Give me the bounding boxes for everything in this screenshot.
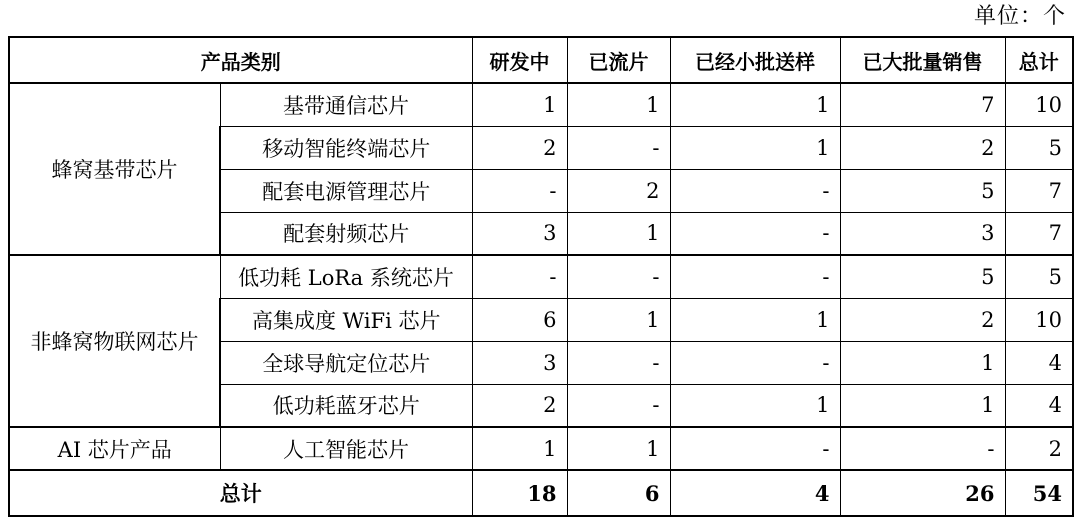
table-row — [9, 427, 1073, 470]
cell-mass-sales: 1 — [840, 384, 1005, 427]
total-row — [9, 470, 1073, 516]
group-name: 非蜂窝物联网芯片 — [9, 255, 220, 427]
cell-small-batch: - — [670, 255, 840, 298]
cell-in-development: - — [472, 255, 567, 298]
cell-mass-sales: 7 — [840, 83, 1005, 126]
cell-mass-sales: - — [840, 427, 1005, 470]
cell-in-development: 2 — [472, 126, 567, 169]
total-label: 总计 — [9, 470, 472, 516]
cell-total: 10 — [1005, 298, 1073, 341]
cell-taped-out: - — [567, 341, 670, 384]
unit-label: 单位：个 — [973, 4, 1066, 29]
product-name: 高集成度 WiFi 芯片 — [220, 298, 472, 341]
table-row — [9, 83, 1073, 126]
cell-in-development: - — [472, 169, 567, 212]
cell-taped-out: - — [567, 255, 670, 298]
total-in-development: 18 — [472, 470, 567, 516]
cell-total: 7 — [1005, 212, 1073, 255]
product-name: 配套电源管理芯片 — [220, 169, 472, 212]
cell-mass-sales: 2 — [840, 298, 1005, 341]
total-small-batch: 4 — [670, 470, 840, 516]
cell-in-development: 6 — [472, 298, 567, 341]
cell-small-batch: - — [670, 212, 840, 255]
cell-in-development: 1 — [472, 83, 567, 126]
cell-total: 4 — [1005, 341, 1073, 384]
total-grand: 54 — [1005, 470, 1073, 516]
cell-taped-out: - — [567, 384, 670, 427]
cell-total: 7 — [1005, 169, 1073, 212]
cell-small-batch: - — [670, 427, 840, 470]
product-name: 基带通信芯片 — [220, 83, 472, 126]
cell-in-development: 3 — [472, 341, 567, 384]
product-name: 低功耗蓝牙芯片 — [220, 384, 472, 427]
cell-total: 5 — [1005, 255, 1073, 298]
header-mass-sales: 已大批量销售 — [840, 37, 1005, 83]
cell-total: 5 — [1005, 126, 1073, 169]
header-category: 产品类别 — [9, 37, 472, 83]
header-in-development: 研发中 — [472, 37, 567, 83]
cell-mass-sales: 5 — [840, 255, 1005, 298]
cell-mass-sales: 2 — [840, 126, 1005, 169]
cell-total: 2 — [1005, 427, 1073, 470]
cell-mass-sales: 3 — [840, 212, 1005, 255]
cell-taped-out: - — [567, 126, 670, 169]
cell-in-development: 3 — [472, 212, 567, 255]
product-name: 全球导航定位芯片 — [220, 341, 472, 384]
product-name: 移动智能终端芯片 — [220, 126, 472, 169]
product-name: 低功耗 LoRa 系统芯片 — [220, 255, 472, 298]
total-taped-out: 6 — [567, 470, 670, 516]
cell-mass-sales: 5 — [840, 169, 1005, 212]
cell-small-batch: 1 — [670, 384, 840, 427]
cell-small-batch: - — [670, 169, 840, 212]
header-total: 总计 — [1005, 37, 1073, 83]
cell-taped-out: 1 — [567, 212, 670, 255]
cell-taped-out: 1 — [567, 427, 670, 470]
cell-in-development: 1 — [472, 427, 567, 470]
cell-total: 10 — [1005, 83, 1073, 126]
cell-small-batch: 1 — [670, 126, 840, 169]
header-small-batch: 已经小批送样 — [670, 37, 840, 83]
cell-in-development: 2 — [472, 384, 567, 427]
cell-small-batch: 1 — [670, 83, 840, 126]
cell-mass-sales: 1 — [840, 341, 1005, 384]
product-name: 配套射频芯片 — [220, 212, 472, 255]
header-row — [9, 37, 1073, 83]
cell-total: 4 — [1005, 384, 1073, 427]
product-status-table — [8, 36, 1074, 517]
cell-taped-out: 2 — [567, 169, 670, 212]
cell-small-batch: 1 — [670, 298, 840, 341]
cell-taped-out: 1 — [567, 83, 670, 126]
group-name: AI 芯片产品 — [9, 427, 220, 470]
cell-small-batch: - — [670, 341, 840, 384]
cell-taped-out: 1 — [567, 298, 670, 341]
table-row — [9, 255, 1073, 298]
total-mass-sales: 26 — [840, 470, 1005, 516]
group-name: 蜂窝基带芯片 — [9, 83, 220, 255]
product-name: 人工智能芯片 — [220, 427, 472, 470]
header-taped-out: 已流片 — [567, 37, 670, 83]
